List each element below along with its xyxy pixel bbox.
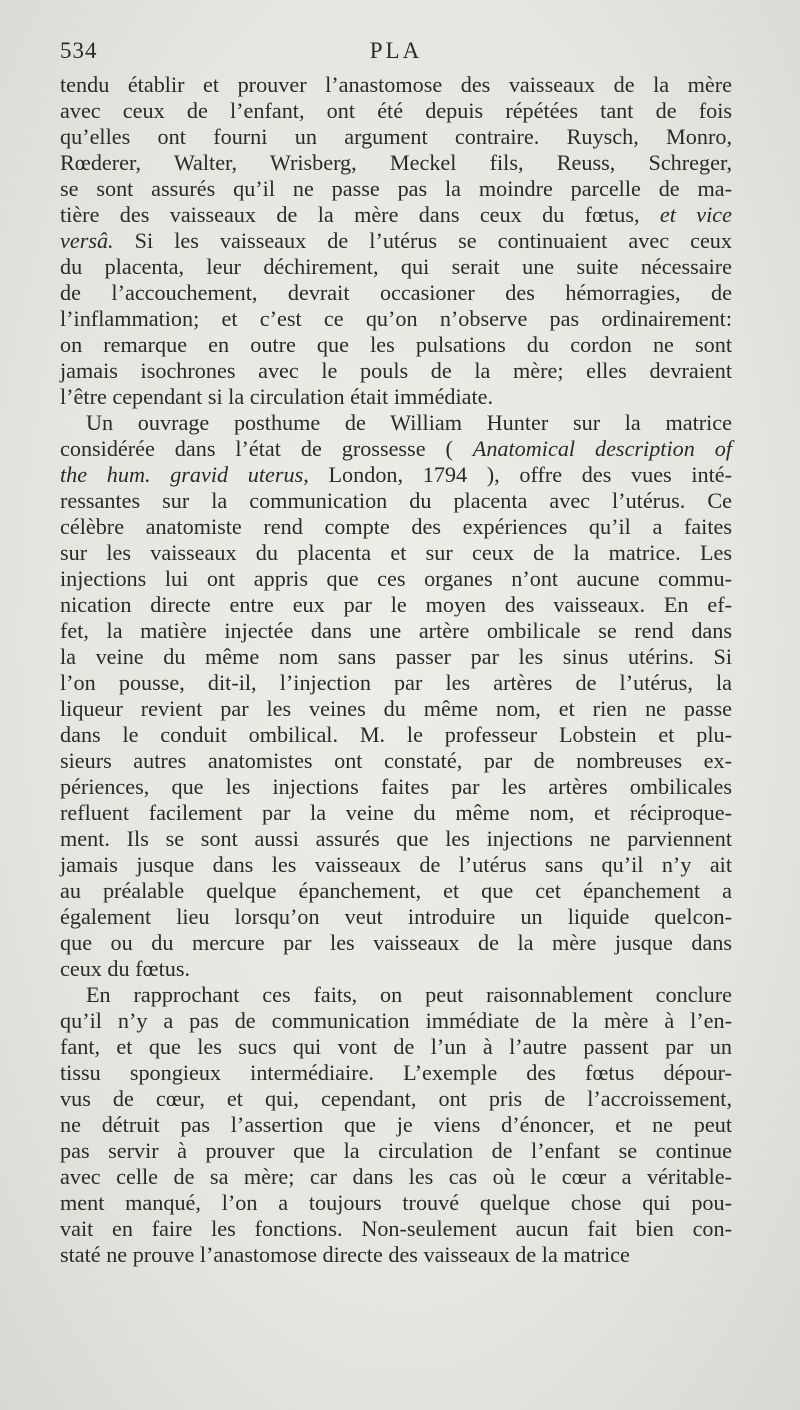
text-line: vus de cœur, et qui, cependant, ont pris de l’accroissement, <box>60 1086 732 1111</box>
italic-text: versâ. <box>60 228 114 253</box>
text-line: ressantes sur la communication du placenta avec l’utérus. Ce <box>60 488 732 513</box>
text-line: staté ne prouve l’anastomose directe des vaisseaux de la matrice <box>60 1242 630 1267</box>
text-line: refluent facilement par la veine du même nom, et réciproque- <box>60 800 732 825</box>
text-line: sur les vaisseaux du placenta et sur ceux de la matrice. Les <box>60 540 732 565</box>
text-line: sieurs autres anatomistes ont constaté, par de nombreuses ex- <box>60 748 732 773</box>
text-line: qu’elles ont fourni un argument contraire. Ruysch, Monro, <box>60 124 732 149</box>
page-header <box>60 38 732 72</box>
text-line: tissu spongieux intermédiaire. L’exemple des fœtus dépour- <box>60 1060 732 1085</box>
italic-text: Anatomical description of <box>472 436 733 461</box>
text-line: En rapprochant ces faits, on peut raisonnablement conclure <box>86 982 732 1007</box>
text-line: du placenta, leur déchirement, qui serait une suite nécessaire <box>60 254 732 279</box>
text-line: injections lui ont appris que ces organes n’ont aucune commu- <box>60 566 732 591</box>
text-line: qu’il n’y a pas de communication immédiate de la mère à l’en- <box>60 1008 732 1033</box>
text-line: fant, et que les sucs qui vont de l’un à l’autre passent par un <box>60 1034 732 1059</box>
text-line: ment. Ils se sont aussi assurés que les injections ne parviennent <box>60 826 732 851</box>
text-line: tendu établir et prouver l’anastomose des vaisseaux de la mère <box>60 72 732 97</box>
text-line: fet, la matière injectée dans une artère ombilicale se rend dans <box>60 618 732 643</box>
text-line: l’inflammation; et c’est ce qu’on n’observe pas ordinairement: <box>60 306 732 331</box>
text-line: Rœderer, Walter, Wrisberg, Meckel fils, Reuss, Schreger, <box>60 150 732 175</box>
text-line: de l’accouchement, devrait occasioner des hémorragies, de <box>60 280 732 305</box>
page-number: 534 <box>60 38 98 63</box>
text-line: vait en faire les fonctions. Non-seulement aucun fait bien con- <box>60 1216 732 1241</box>
text-line: Un ouvrage posthume de William Hunter sur la matrice <box>86 410 732 435</box>
italic-text: the hum. gravid uterus <box>60 462 304 487</box>
text-line: liqueur revient par les veines du même nom, et rien ne passe <box>60 696 732 721</box>
text-line: jamais jusque dans les vaisseaux de l’utérus sans qu’il n’y ait <box>60 852 732 877</box>
text-line: dans le conduit ombilical. M. le professeur Lobstein et plu- <box>60 722 732 747</box>
italic-text: et vice <box>659 202 732 227</box>
running-head: PLA <box>369 38 423 63</box>
body-text <box>60 72 732 1268</box>
paragraph <box>60 410 732 982</box>
text-line: versâ. Si les vaisseaux de l’utérus se continuaient avec ceux <box>60 228 732 253</box>
text-line: avec ceux de l’enfant, ont été depuis répétées tant de fois <box>60 98 732 123</box>
text-line: la veine du même nom sans passer par les sinus utérins. Si <box>60 644 732 669</box>
text-line: nication directe entre eux par le moyen des vaisseaux. En ef- <box>60 592 732 617</box>
text-line: au préalable quelque épanchement, et que cet épanchement a <box>60 878 732 903</box>
text-line: se sont assurés qu’il ne passe pas la moindre parcelle de ma- <box>60 176 732 201</box>
text-line: avec celle de sa mère; car dans les cas où le cœur a véritable- <box>60 1164 732 1189</box>
text-line: on remarque en outre que les pulsations du cordon ne sont <box>60 332 732 357</box>
text-line: pas servir à prouver que la circulation de l’enfant se continue <box>60 1138 732 1163</box>
text-line: également lieu lorsqu’on veut introduire un liquide quelcon- <box>60 904 732 929</box>
text-line: the hum. gravid uterus, London, 1794 ), offre des vues inté- <box>60 462 732 487</box>
paragraph <box>60 72 732 410</box>
text-line: ne détruit pas l’assertion que je viens d’énoncer, et ne peut <box>60 1112 732 1137</box>
text-line: l’être cependant si la circulation était immédiate. <box>60 384 494 409</box>
text-line: l’on pousse, dit-il, l’injection par les artères de l’utérus, la <box>60 670 732 695</box>
text-line: jamais isochrones avec le pouls de la mère; elles devraient <box>60 358 732 383</box>
text-line: que ou du mercure par les vaisseaux de la mère jusque dans <box>60 930 732 955</box>
text-line: ceux du fœtus. <box>60 956 191 981</box>
text-line: considérée dans l’état de grossesse ( Anatomical description of <box>60 436 733 461</box>
text-line: tière des vaisseaux de la mère dans ceux du fœtus, et vice <box>60 202 732 227</box>
paragraph <box>60 982 732 1268</box>
text-line: célèbre anatomiste rend compte des expériences qu’il a faites <box>60 514 732 539</box>
text-line: périences, que les injections faites par les artères ombilicales <box>60 774 732 799</box>
text-line: ment manqué, l’on a toujours trouvé quelque chose qui pou- <box>60 1190 732 1215</box>
